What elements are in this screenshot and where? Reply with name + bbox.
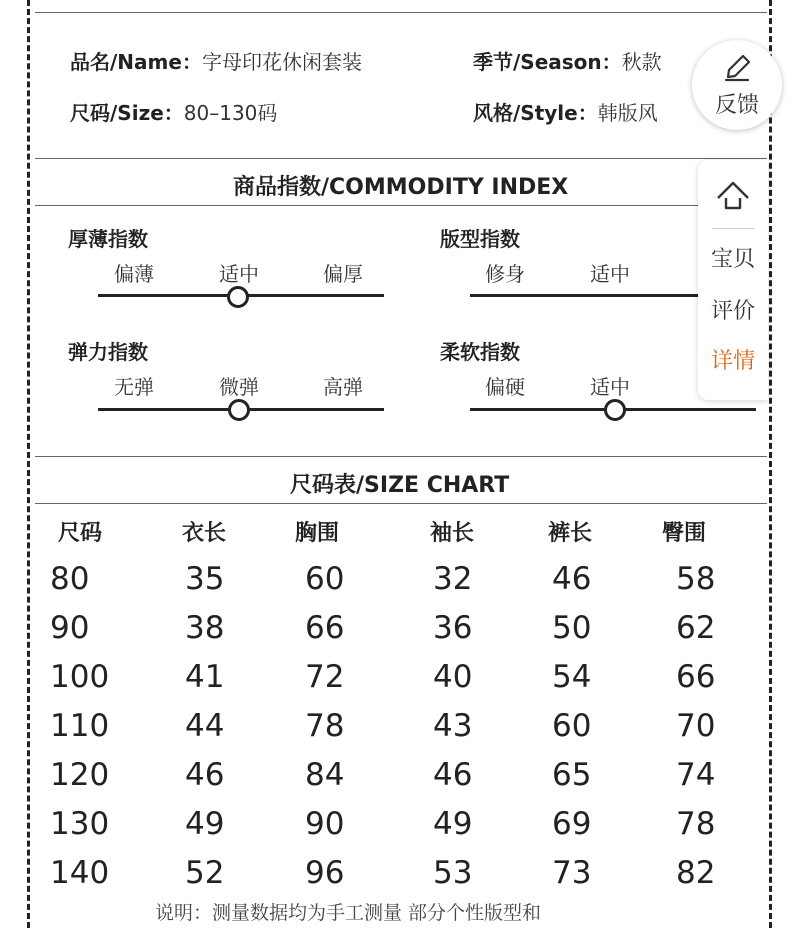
fit-label-medium: 适中 [590, 262, 630, 286]
divider-index-bottom [35, 205, 767, 206]
fit-label-slim: 修身 [485, 262, 525, 286]
side-nav [698, 160, 768, 400]
side-nav-divider [712, 228, 754, 229]
softness-label-hard: 偏硬 [485, 375, 525, 399]
elasticity-label-high: 高弹 [323, 375, 363, 399]
scroll-to-top-icon [698, 168, 768, 220]
size-chart-cell: 66 [676, 659, 716, 695]
feedback-label: 反馈 [714, 93, 759, 118]
size-chart-cell: 78 [305, 708, 345, 744]
size-chart-cell: 66 [305, 610, 345, 646]
size-chart-cell: 58 [676, 561, 716, 597]
size-chart-cell: 80 [50, 561, 90, 597]
size-chart-cell: 90 [305, 806, 345, 842]
size-chart-header-sleeve: 袖长 [430, 521, 475, 546]
side-nav-item-baby[interactable]: 宝贝 [710, 247, 755, 272]
size-chart-cell: 82 [676, 855, 716, 891]
size-chart-cell: 60 [552, 708, 592, 744]
info-size-label: 尺码/Size： [70, 101, 184, 125]
size-chart-cell: 54 [552, 659, 592, 695]
size-chart-header-hip: 臀围 [662, 521, 707, 546]
info-size [70, 97, 277, 126]
size-chart-cell: 140 [50, 855, 110, 891]
fit-index-title: 版型指数 [440, 227, 520, 251]
size-chart-cell: 46 [552, 561, 592, 597]
fit-slider-track [470, 294, 700, 297]
size-chart-cell: 65 [552, 757, 592, 793]
elasticity-label-slight: 微弹 [219, 375, 259, 399]
size-chart-cell: 52 [185, 855, 225, 891]
size-chart-cell: 130 [50, 806, 110, 842]
size-chart-title: 尺码表/SIZE CHART [290, 473, 510, 498]
divider-size-bottom [35, 503, 767, 504]
info-name-value: 字母印花休闲套装 [201, 50, 362, 74]
size-chart-cell: 41 [185, 659, 225, 695]
elasticity-label-none: 无弹 [114, 375, 154, 399]
size-chart-cell: 62 [676, 610, 716, 646]
size-chart-cell: 96 [305, 855, 345, 891]
size-chart-header-length: 衣长 [182, 521, 227, 546]
edit-icon [721, 52, 753, 84]
thickness-slider-knob [227, 286, 249, 308]
softness-index-title: 柔软指数 [440, 340, 520, 364]
size-chart-header-pants: 裤长 [548, 521, 593, 546]
left-dashed-border [27, 0, 30, 928]
size-chart-cell: 69 [552, 806, 592, 842]
size-chart-cell: 53 [433, 855, 473, 891]
side-nav-item-reviews[interactable]: 评价 [710, 299, 755, 324]
info-season-value: 秋款 [621, 50, 662, 74]
thickness-label-medium: 适中 [219, 262, 259, 286]
size-chart-cell: 60 [305, 561, 345, 597]
softness-slider-knob [604, 399, 626, 421]
softness-label-medium: 适中 [590, 375, 630, 399]
info-name [70, 46, 362, 75]
size-chart-cell: 120 [50, 757, 110, 793]
size-chart-cell: 40 [433, 659, 473, 695]
size-chart-cell: 35 [185, 561, 225, 597]
size-chart-cell: 46 [185, 757, 225, 793]
size-chart-cell: 73 [552, 855, 592, 891]
size-chart-cell: 74 [676, 757, 716, 793]
size-chart-cell: 43 [433, 708, 473, 744]
size-chart-cell: 72 [305, 659, 345, 695]
info-name-label: 品名/Name： [70, 50, 202, 74]
size-chart-cell: 84 [305, 757, 345, 793]
size-chart-cell: 90 [50, 610, 90, 646]
size-chart-cell: 78 [676, 806, 716, 842]
info-season [473, 46, 662, 75]
size-chart-header-size: 尺码 [58, 521, 103, 546]
thickness-label-thick: 偏厚 [323, 262, 363, 286]
right-dashed-border [769, 0, 772, 928]
top-divider [35, 12, 767, 13]
thickness-index-title: 厚薄指数 [68, 227, 148, 251]
size-chart-cell: 36 [433, 610, 473, 646]
commodity-index-title: 商品指数/COMMODITY INDEX [233, 175, 569, 200]
size-chart-cell: 110 [50, 708, 110, 744]
size-chart-cell: 50 [552, 610, 592, 646]
size-chart-cell: 38 [185, 610, 225, 646]
elasticity-index-title: 弹力指数 [68, 340, 148, 364]
elasticity-slider-knob [228, 399, 250, 421]
info-style [473, 97, 658, 126]
divider-index-top [35, 158, 767, 159]
info-size-value: 80–130码 [183, 101, 278, 125]
info-season-label: 季节/Season： [473, 50, 622, 74]
size-chart-header-chest: 胸围 [295, 521, 340, 546]
size-chart-cell: 49 [185, 806, 225, 842]
info-style-label: 风格/Style： [473, 101, 598, 125]
size-chart-cell: 49 [433, 806, 473, 842]
info-style-value: 韩版风 [597, 101, 658, 125]
thickness-label-thin: 偏薄 [114, 262, 154, 286]
feedback-button[interactable] [692, 40, 782, 130]
scroll-to-top-button[interactable] [698, 168, 768, 220]
size-chart-note: 说明：测量数据均为手工测量 部分个性版型和 [155, 902, 542, 924]
size-chart-cell: 46 [433, 757, 473, 793]
size-chart-cell: 100 [50, 659, 110, 695]
size-chart-cell: 32 [433, 561, 473, 597]
divider-size-top [35, 456, 767, 457]
size-chart-cell: 44 [185, 708, 225, 744]
size-chart-cell: 70 [676, 708, 716, 744]
side-nav-item-details[interactable]: 详情 [710, 349, 755, 374]
